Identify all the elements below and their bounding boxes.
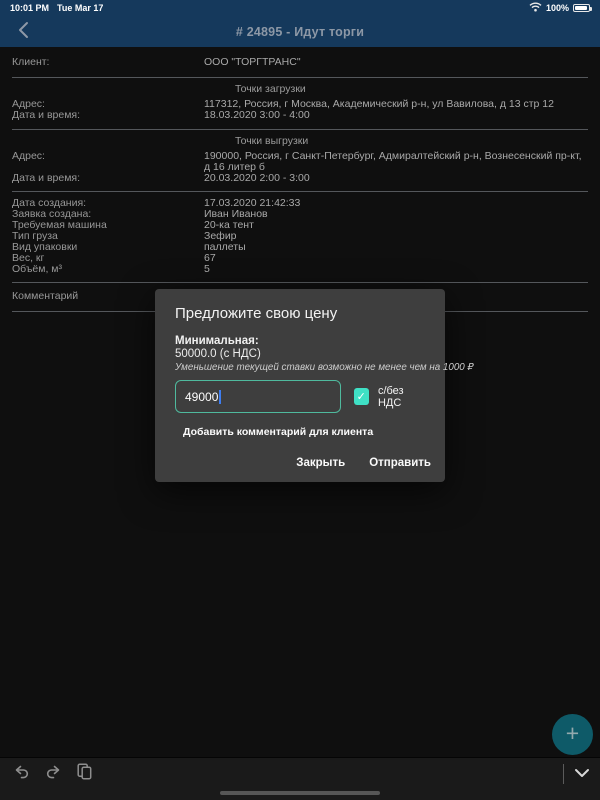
detail-value: 67 xyxy=(204,252,216,265)
details-section xyxy=(12,192,588,282)
back-button[interactable] xyxy=(12,21,34,43)
status-time: 10:01 PM xyxy=(10,3,50,13)
detail-value: 17.03.2020 21:42:33 xyxy=(204,197,301,210)
datetime-label: Дата и время: xyxy=(12,172,81,185)
home-indicator[interactable] xyxy=(220,791,380,795)
close-button[interactable]: Закрыть xyxy=(296,457,346,469)
toolbar-divider xyxy=(563,764,564,784)
detail-row xyxy=(12,231,588,242)
client-value: ООО "ТОРГТРАНС" xyxy=(204,56,301,68)
datetime-label: Дата и время: xyxy=(12,109,81,122)
price-input[interactable] xyxy=(175,380,341,413)
detail-value: 20-ка тент xyxy=(204,219,254,232)
dismiss-keyboard-button[interactable] xyxy=(572,765,592,783)
detail-label: Вид упаковки xyxy=(12,241,78,254)
redo-button[interactable] xyxy=(43,765,63,783)
unloading-datetime: 20.03.2020 2:00 - 3:00 xyxy=(204,172,310,185)
status-date: Tue Mar 17 xyxy=(57,3,104,13)
back-chevron-icon xyxy=(18,21,29,44)
checkmark-icon: ✓ xyxy=(356,391,366,403)
vat-checkbox-label: с/без НДС xyxy=(377,384,404,409)
price-input-value: 49000 xyxy=(185,389,219,404)
chevron-down-icon xyxy=(574,765,590,783)
nav-bar xyxy=(0,16,600,47)
detail-value: паллеты xyxy=(204,241,246,254)
add-comment-link[interactable]: Добавить комментарий для клиента xyxy=(183,426,374,438)
redo-icon xyxy=(45,765,61,784)
loading-address: 117312, Россия, г Москва, Академический р-н, ул Вавилова, д 13 стр 12 xyxy=(204,98,554,111)
detail-label: Тип груза xyxy=(12,230,58,243)
min-price-value: 50000.0 (с НДС) xyxy=(175,348,261,360)
vat-checkbox[interactable] xyxy=(354,388,369,405)
send-button[interactable]: Отправить xyxy=(369,457,431,469)
order-details xyxy=(0,47,600,312)
plus-icon: + xyxy=(565,720,580,746)
unloading-section-title: Точки выгрузки xyxy=(235,134,309,147)
paste-button[interactable] xyxy=(74,765,94,783)
undo-button[interactable] xyxy=(12,765,32,783)
paste-icon xyxy=(77,763,92,785)
detail-label: Дата создания: xyxy=(12,197,87,210)
detail-label: Требуемая машина xyxy=(12,219,107,232)
unloading-address: 190000, Россия, г Санкт-Петербург, Адмиралтейский р-н, Вознесенский пр-кт, д 16 литер б xyxy=(204,149,582,173)
address-label: Адрес: xyxy=(12,149,45,162)
keyboard-toolbar xyxy=(0,757,600,800)
undo-icon xyxy=(14,765,30,784)
bid-step-note: Уменьшение текущей ставки возможно не менее чем на 1000 ₽ xyxy=(175,362,474,373)
address-label: Адрес: xyxy=(12,98,45,111)
detail-row xyxy=(12,198,588,209)
wifi-icon xyxy=(529,2,542,14)
bid-dialog xyxy=(155,289,474,482)
detail-label: Заявка создана: xyxy=(12,208,92,221)
detail-label: Объём, м³ xyxy=(12,263,63,276)
dialog-title: Предложите свою цену xyxy=(175,305,338,322)
client-row xyxy=(12,47,588,77)
comment-label: Комментарий xyxy=(12,290,79,303)
detail-value: Иван Иванов xyxy=(204,208,268,221)
page-title: # 24895 - Идут торги xyxy=(235,24,365,39)
detail-row xyxy=(12,264,588,275)
status-bar xyxy=(0,0,600,16)
loading-datetime: 18.03.2020 3:00 - 4:00 xyxy=(204,109,310,122)
detail-row xyxy=(12,220,588,231)
add-fab-button[interactable] xyxy=(552,714,593,755)
detail-value: 5 xyxy=(204,263,210,276)
loading-section-title: Точки загрузки xyxy=(235,83,306,96)
min-price-label: Минимальная: xyxy=(175,335,259,347)
battery-icon xyxy=(573,4,590,12)
detail-value: Зефир xyxy=(204,230,237,243)
detail-row xyxy=(12,242,588,253)
detail-row xyxy=(12,253,588,264)
client-label: Клиент: xyxy=(12,56,50,68)
loading-section xyxy=(12,99,588,128)
detail-label: Вес, кг xyxy=(12,252,45,265)
battery-percent: 100% xyxy=(545,3,569,13)
text-caret xyxy=(219,390,221,404)
unloading-section xyxy=(12,151,588,192)
